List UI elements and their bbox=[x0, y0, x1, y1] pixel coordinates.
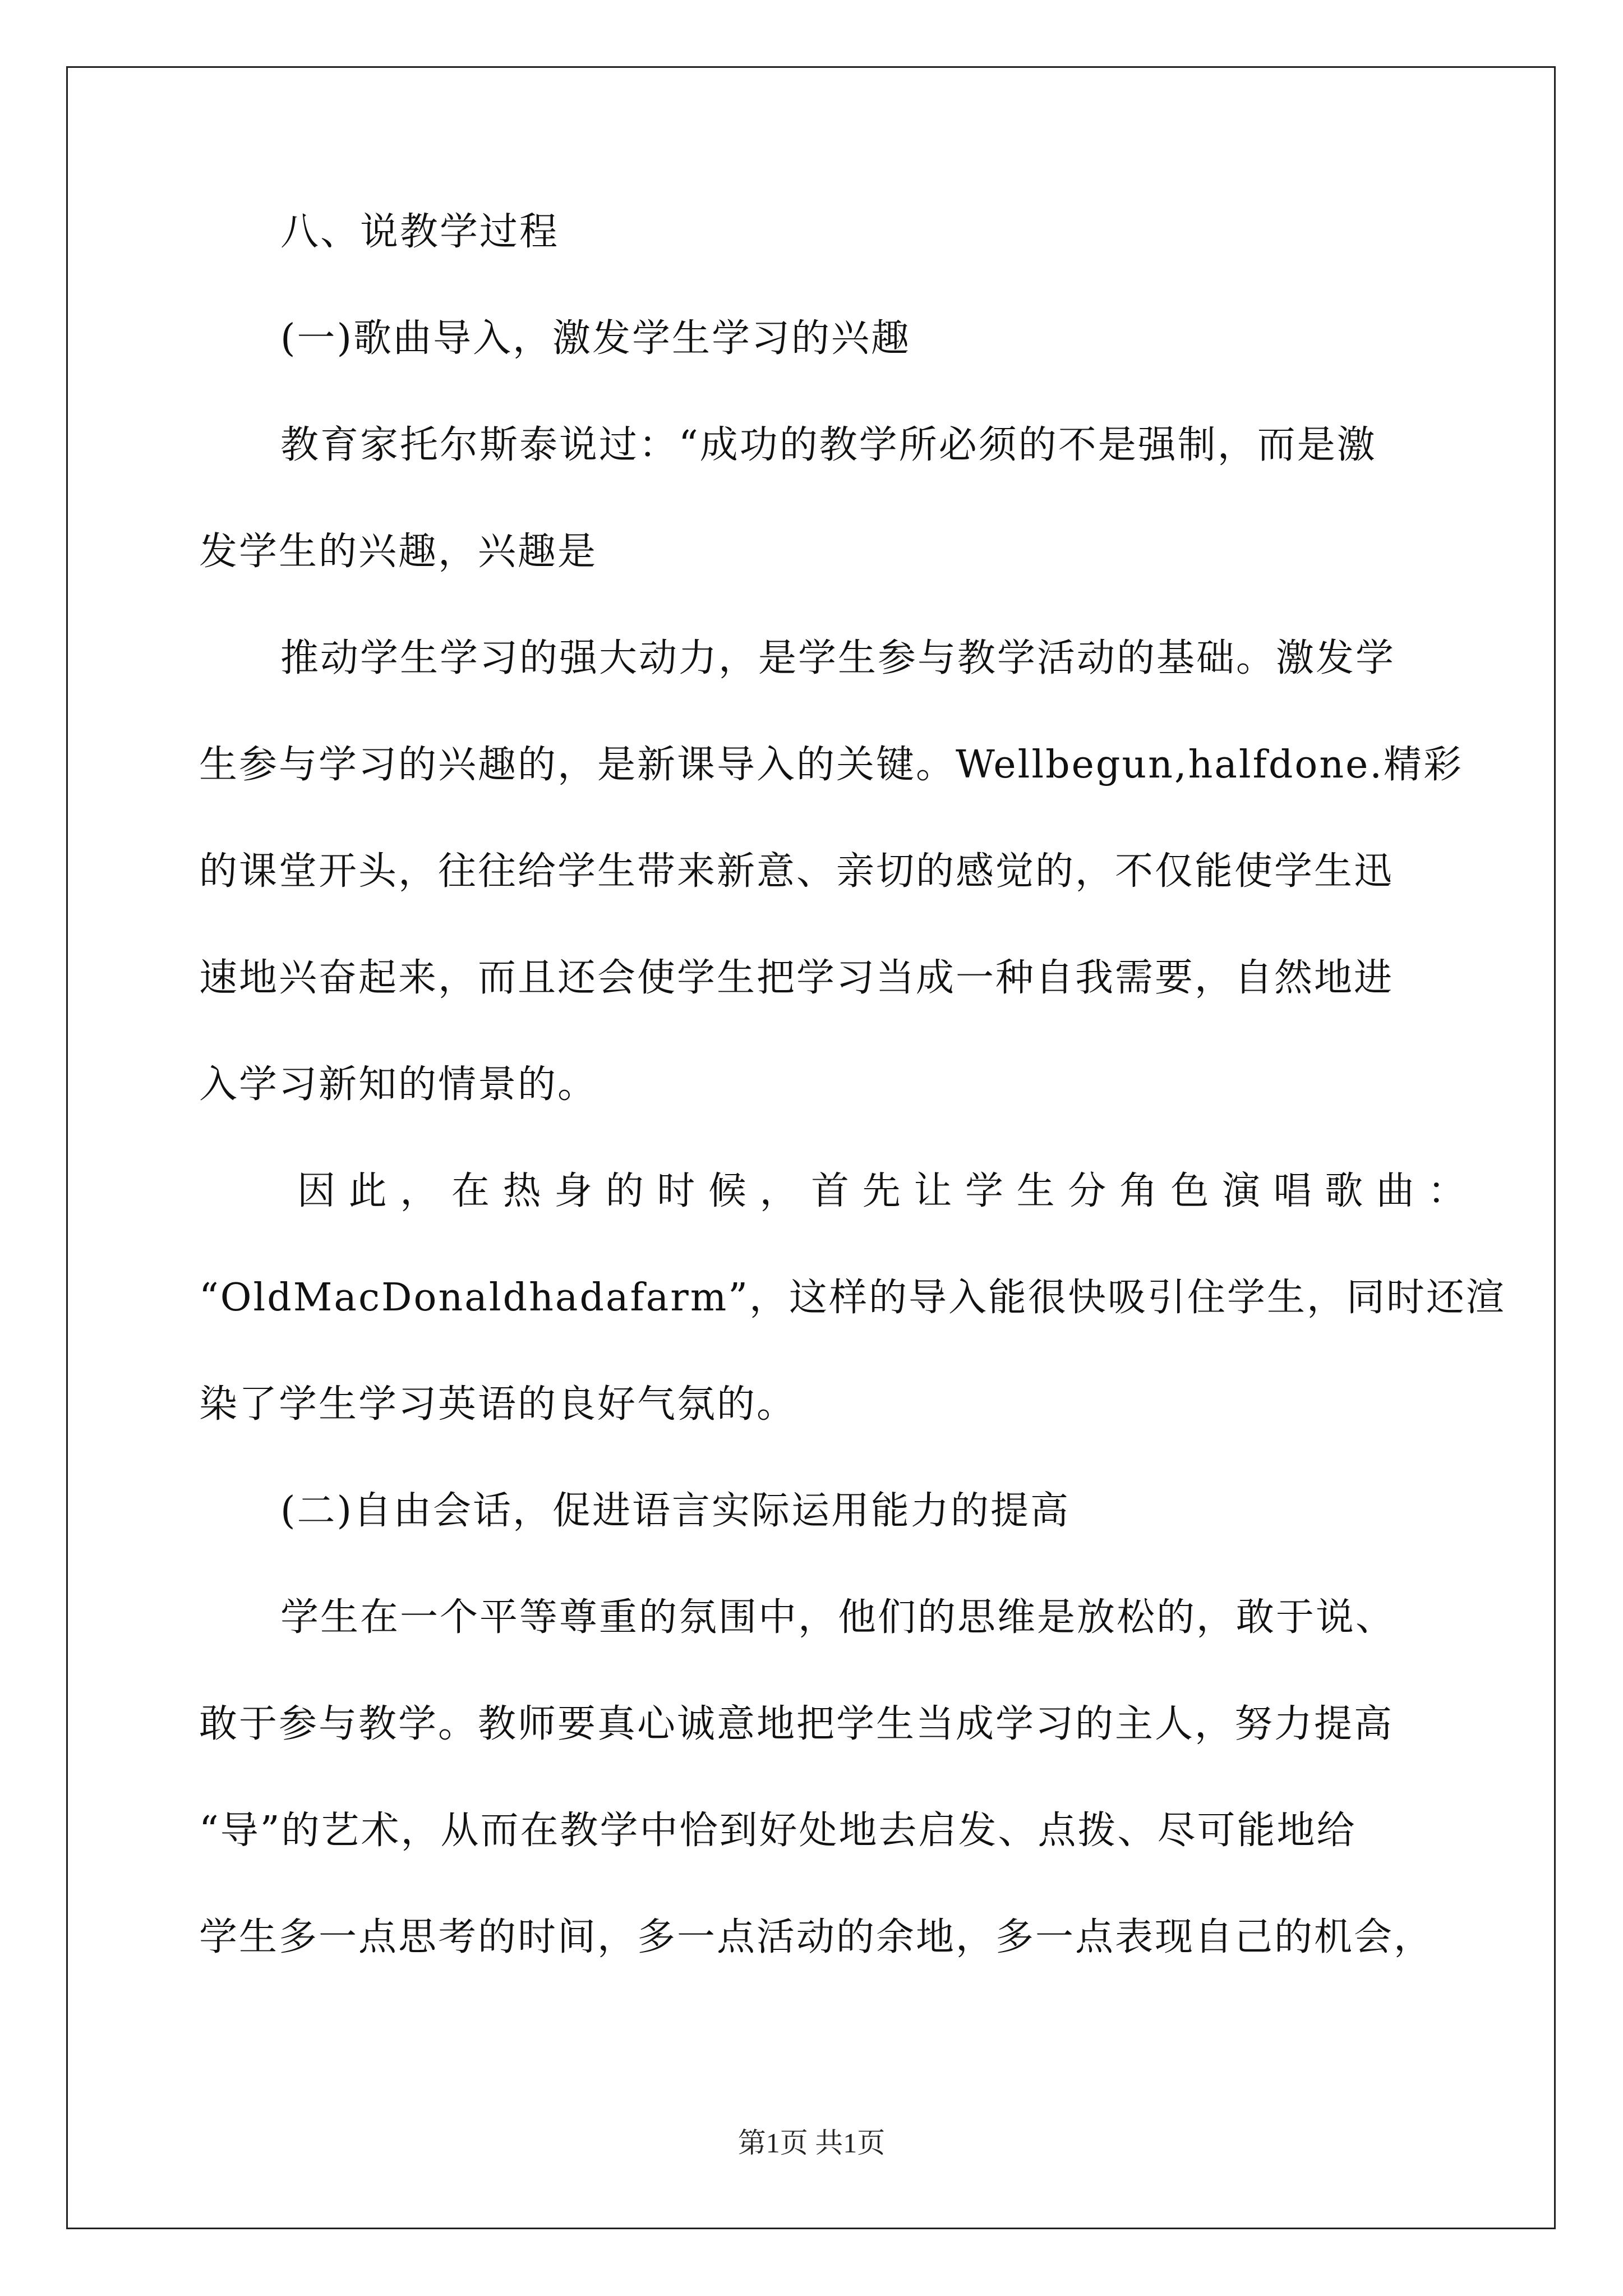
subsection-heading: (二)自由会话，促进语言实际运用能力的提高 bbox=[280, 1489, 1071, 1533]
paragraph-line: 敢于参与教学。教师要真心诚意地把学生当成学习的主人，努力提高 bbox=[199, 1702, 1394, 1746]
paragraph-line: 推动学生学习的强大动力，是学生参与教学活动的基础。激发学 bbox=[280, 636, 1396, 680]
paragraph-line: 生参与学习的兴趣的，是新课导入的关键。Wellbegun,halfdone.精彩 bbox=[199, 743, 1463, 787]
paragraph-line: 发学生的兴趣，兴趣是 bbox=[199, 530, 598, 574]
paragraph-line: 速地兴奋起来，而且还会使学生把学习当成一种自我需要，自然地进 bbox=[199, 956, 1394, 1000]
paragraph-line: 的课堂开头，往往给学生带来新意、亲切的感觉的，不仅能使学生迅 bbox=[199, 849, 1394, 894]
paragraph-line: 入学习新知的情景的。 bbox=[199, 1062, 598, 1107]
page-number-footer: 第1页 共1页 bbox=[737, 2127, 886, 2159]
paragraph-line: “OldMacDonaldhadafarm”，这样的导入能很快吸引住学生，同时还渲 bbox=[199, 1276, 1506, 1320]
paragraph-line: 因 此 ， 在 热 身 的 时 候 ， 首 先 让 学 生 分 角 色 演 唱 歌 曲 ： bbox=[297, 1169, 1467, 1213]
page-border bbox=[66, 66, 1556, 2229]
paragraph-line: 学生多一点思考的时间，多一点活动的余地，多一点表现自己的机会， bbox=[199, 1915, 1434, 1959]
paragraph-line: “导”的艺术，从而在教学中恰到好处地去启发、点拨、尽可能地给 bbox=[199, 1809, 1357, 1853]
subsection-heading: (一)歌曲导入，激发学生学习的兴趣 bbox=[280, 316, 911, 361]
paragraph-line: 染了学生学习英语的良好气氛的。 bbox=[199, 1382, 797, 1427]
section-heading: 八、说教学过程 bbox=[280, 210, 560, 254]
paragraph-line: 教育家托尔斯泰说过：“成功的教学所必须的不是强制，而是激 bbox=[280, 423, 1377, 467]
paragraph-line: 学生在一个平等尊重的氛围中，他们的思维是放松的，敢于说、 bbox=[280, 1595, 1396, 1640]
